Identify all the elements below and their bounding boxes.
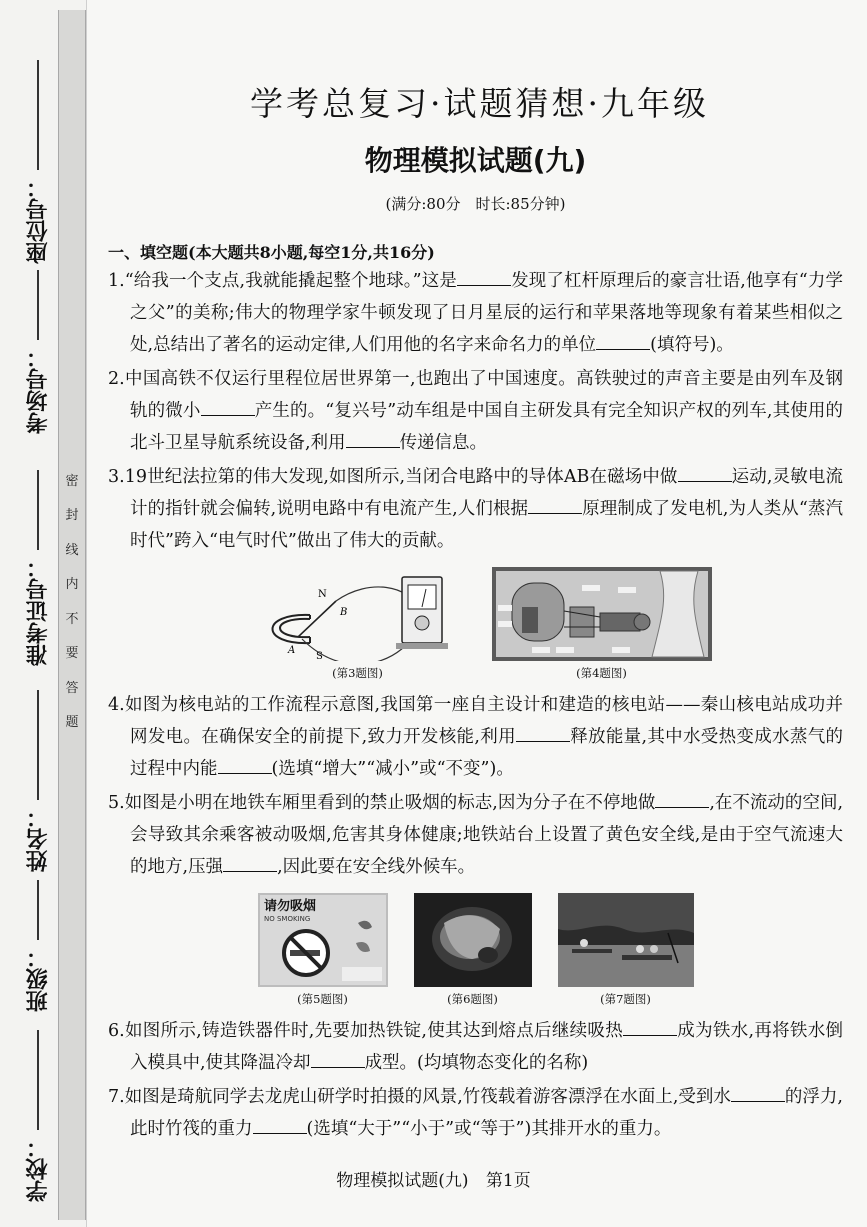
q3-text-c: 原理制成了发电机,为人类从“蒸汽时代”跨入“电气时代”做出了伟大的贡献。 — [130, 499, 843, 551]
seal-char: 密 — [65, 474, 79, 489]
q5-text-b: ,在不流动的空间,会导致其余乘客被动吸烟,危害其身体健康;地铁站台上设置了黄色安全线,是由于空气流速大的地方,压强 — [130, 793, 844, 877]
exam-meta: (满分:80分 时长:85分钟) — [385, 195, 566, 213]
figure-7 — [558, 893, 694, 1007]
question-6 — [108, 1015, 843, 1079]
seal-text — [64, 470, 80, 730]
exam-room-field[interactable] — [18, 270, 58, 434]
q7-text-b: 的浮力,此时竹筏的重力 — [130, 1087, 843, 1139]
q4-text-b: 释放能量,其中水受热变成水蒸气的过程中内能 — [130, 727, 844, 779]
name-field[interactable] — [18, 690, 58, 872]
q1-text-a: 1.“给我一个支点,我就能撬起整个地球。”这是 — [108, 271, 458, 291]
q5-blank-2[interactable] — [223, 853, 277, 872]
q6-text-c: 成型。(均填物态变化的名称) — [364, 1053, 589, 1073]
q6-blank-2[interactable] — [311, 1049, 365, 1068]
name-line — [37, 690, 39, 800]
page-footer — [0, 1166, 867, 1191]
exam-content — [108, 78, 843, 1145]
q4-blank-1[interactable] — [516, 723, 570, 742]
figure-4 — [492, 567, 712, 681]
question-1 — [108, 265, 843, 361]
seal-char: 内 — [65, 577, 79, 593]
seat-number-field[interactable] — [18, 60, 58, 264]
q6-text-a: 6.如图所示,铸造铁器件时,先要加热铁锭,使其达到熔点后继续吸热 — [108, 1021, 623, 1041]
class-field[interactable] — [18, 880, 58, 1012]
question-4 — [108, 689, 843, 785]
school-line — [37, 1030, 39, 1130]
footer-title: 物理模拟试题(九) — [336, 1171, 469, 1191]
figure-3-caption: (第3题图) — [332, 666, 383, 680]
q6-text-b: 成为铁水,再将铁水倒入模具中,使其降温冷却 — [130, 1021, 844, 1073]
figure-3 — [240, 567, 476, 681]
q7-blank-2[interactable] — [253, 1115, 307, 1134]
q5-blank-1[interactable] — [655, 789, 709, 808]
q3-blank-2[interactable] — [528, 495, 582, 514]
molten-iron-photo — [414, 893, 532, 987]
section-heading: 一、填空题(本大题共8小题,每空1分,共16分) — [108, 243, 435, 262]
bamboo-raft-photo — [558, 893, 694, 987]
point-b-label: B — [339, 607, 347, 618]
faraday-experiment-diagram — [240, 567, 476, 661]
sign-title: 请勿吸烟 — [263, 899, 316, 914]
q3-text-b: 运动,灵敏电流计的指针就会偏转,说明电路中有电流产生,人们根据 — [130, 467, 843, 519]
figure-5-caption: (第5题图) — [297, 992, 348, 1006]
q3-blank-1[interactable] — [678, 463, 732, 482]
name-label: 姓名： — [25, 806, 51, 872]
q2-text-b: 产生的。“复兴号”动车组是中国自主研发具有完全知识产权的列车,其使用的北斗卫星导航系统设备,利用 — [130, 401, 843, 453]
page-number: 第1页 — [485, 1171, 531, 1191]
question-7 — [108, 1081, 843, 1145]
figure-7-caption: (第7题图) — [600, 992, 651, 1006]
nuclear-plant-diagram — [492, 567, 712, 661]
q3-text-a: 3.19世纪法拉第的伟大发现,如图所示,当闭合电路中的导体AB在磁场中做 — [108, 467, 678, 487]
exam-room-label: 考场号： — [25, 346, 51, 434]
q4-blank-2[interactable] — [218, 755, 272, 774]
q7-text-c: (选填“大于”“小于”或“等于”)其排开水的重力。 — [306, 1119, 672, 1139]
seal-char: 题 — [65, 714, 79, 730]
exam-title: 物理模拟试题(九) — [364, 144, 587, 177]
exam-room-line — [37, 270, 39, 340]
seal-char: 答 — [65, 680, 79, 696]
question-2 — [108, 363, 843, 459]
q1-blank-1[interactable] — [457, 267, 511, 286]
binding-margin — [0, 0, 87, 1227]
q1-text-b: 发现了杠杆原理后的豪言壮语,他享有“力学之父”的美称;伟大的物理学家牛顿发现了日月星辰的运行和苹果落地等现象有着某些相似之处,总结出了著名的运动定律,人们用他的名字来命名力的单位 — [130, 271, 844, 355]
q4-text-a: 4.如图为核电站的工作流程示意图,我国第一座自主设计和建造的核电站——秦山核电站成功并网发电。在确保安全的前提下,致力开发核能,利用 — [108, 695, 843, 747]
q2-text-c: 传递信息。 — [399, 433, 488, 453]
point-a-label: A — [287, 645, 295, 656]
no-smoking-sign — [258, 893, 388, 987]
q4-text-c: (选填“增大”“减小”或“不变”)。 — [271, 759, 514, 779]
seal-char: 要 — [65, 646, 79, 662]
class-label: 班级： — [25, 946, 51, 1012]
q7-text-a: 7.如图是琦航同学去龙虎山研学时拍摄的风景,竹筏载着游客漂浮在水面上,受到水 — [108, 1087, 731, 1107]
figure-5 — [258, 893, 388, 1007]
admission-number-field[interactable] — [18, 470, 58, 666]
figure-row-5-7 — [108, 893, 843, 1007]
admission-number-label: 准考证号： — [25, 556, 51, 666]
sign-subtitle: NO SMOKING — [263, 915, 310, 923]
figure-6 — [414, 893, 532, 1007]
school-label: 学校： — [25, 1136, 51, 1202]
figure-row-3-4 — [108, 567, 843, 681]
q5-text-a: 5.如图是小明在地铁车厢里看到的禁止吸烟的标志,因为分子在不停地做 — [108, 793, 656, 813]
q7-blank-1[interactable] — [731, 1083, 785, 1102]
q1-text-c: (填符号)。 — [650, 335, 734, 355]
question-5 — [108, 787, 843, 883]
q1-blank-2[interactable] — [596, 331, 650, 350]
q2-blank-1[interactable] — [201, 397, 255, 416]
figure-4-caption: (第4题图) — [576, 666, 627, 680]
q6-blank-1[interactable] — [623, 1017, 677, 1036]
seat-number-line — [37, 60, 39, 170]
pole-n-label: N — [317, 589, 327, 600]
question-3 — [108, 461, 843, 557]
seal-char: 不 — [65, 611, 79, 627]
q2-text-a: 2.中国高铁不仅运行里程位居世界第一,也跑出了中国速度。高铁驶过的声音主要是由列车及钢轨的微小 — [108, 369, 843, 421]
seat-number-label: 座位号： — [25, 176, 51, 264]
admission-number-line — [37, 470, 39, 550]
seal-char: 封 — [65, 508, 79, 524]
q2-blank-2[interactable] — [346, 429, 400, 448]
class-line — [37, 880, 39, 940]
q5-text-c: ,因此要在安全线外候车。 — [277, 857, 476, 877]
series-title: 学考总复习·试题猜想·九年级 — [250, 84, 709, 123]
figure-6-caption: (第6题图) — [447, 992, 498, 1006]
seal-char: 线 — [65, 542, 79, 558]
pole-s-label: S — [315, 651, 323, 661]
